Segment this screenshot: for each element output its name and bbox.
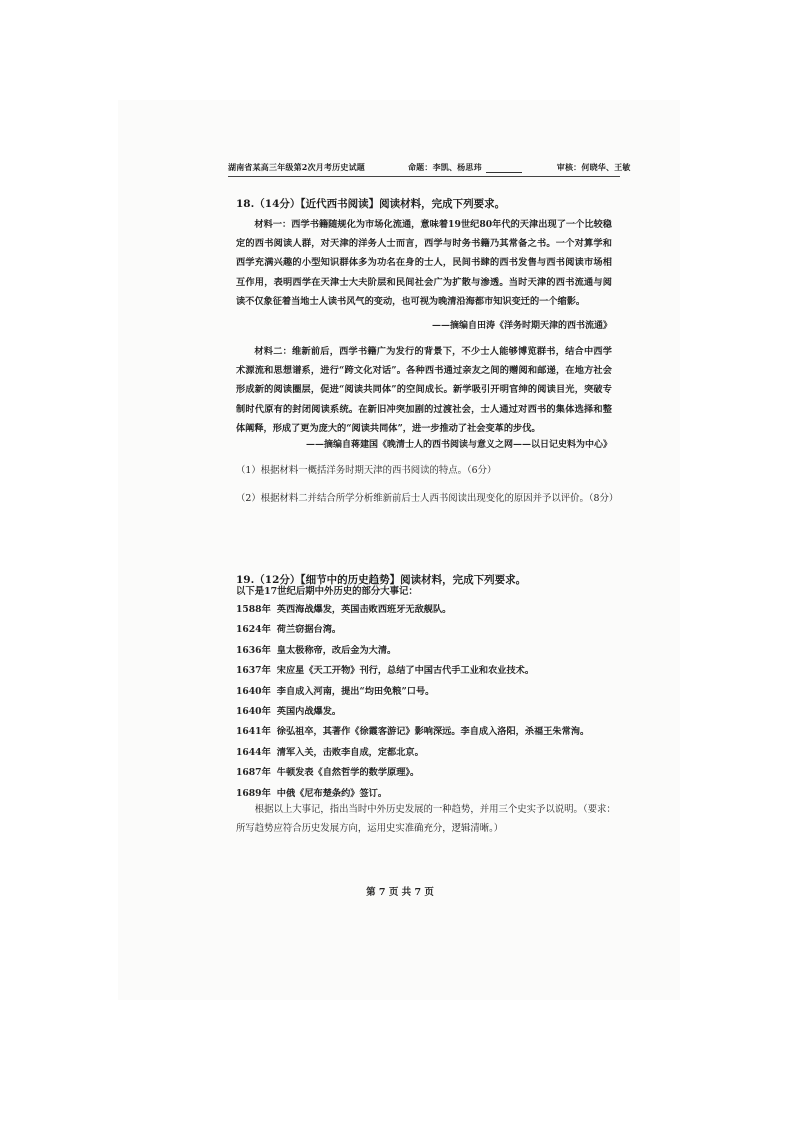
list-item: 1687年 牛顿发表《自然哲学的数学原理》。: [236, 767, 420, 779]
reviewer-block: [557, 162, 631, 173]
list-item: 1637年 宋应星《天工开物》刊行，总结了中国古代手工业和农业技术。: [236, 665, 535, 677]
q19-title: 19.（12分）【细节中的历史趋势】阅读材料，完成下列要求。: [236, 574, 527, 586]
list-item: 1689年 中俄《尼布楚条约》签订。: [236, 787, 388, 799]
q18-title: 18.（14分）【近代西书阅读】阅读材料，完成下列要求。: [236, 198, 506, 210]
q18-subquestion-2: （2）根据材料二并结合所学分析维新前后士人西书阅读出现变化的原因并予以评价。（8分）: [236, 493, 619, 504]
list-item: 1640年 英国内战爆发。: [236, 705, 342, 717]
list-item: 1624年 荷兰窃据台湾。: [236, 624, 342, 636]
author-names: 李凯、杨思玮: [432, 162, 482, 172]
list-item: 1640年 李自成入河南，提出“均田免粮”口号。: [236, 685, 435, 697]
q18-material-1: 材料一：西学书籍随规化为市场化流通，意味着19世纪80年代的天津出现了一个比较稳定的西书阅读人群，对天津的洋务人士而言，西学与时务书籍乃其常备之书。一个对算学和西学充满兴趣的小型知识群体多为功名在身的士人，民间书肆的西书发售与西书阅读市场相互作用，表明西学在天津士大夫阶层和民间社会广为扩散与渗透。当时天津的西书流通与阅读不仅象征着当地士人读书风气的变动，也可视为晚清沿海都市知识变迁的一个缩影。: [236, 219, 612, 307]
list-item: 1636年 皇太极称帝，改后金为大清。: [236, 644, 397, 656]
author-block: [408, 162, 526, 173]
list-item: 1644年 清军入关，击败李自成，定都北京。: [236, 746, 424, 758]
event-timeline: [236, 600, 589, 804]
q18-source-1: ——摘编自田涛《洋务时期天津的西书流通》: [431, 321, 612, 331]
q19-prompt: 根据以上大事记，指出当时中外历史发展的一种趋势，并用三个史实予以说明。（要求：所写趋势应符合历史发展方向，运用史实准确充分，逻辑清晰。）: [236, 804, 616, 834]
header-rule: [228, 176, 620, 177]
q19-intro: 以下是17世纪后期中外历史的部分大事记：: [236, 586, 418, 597]
author-label: 命题：: [407, 162, 433, 172]
page-header: [228, 162, 631, 173]
page-footer: 第 7 页 共 7 页: [366, 887, 434, 898]
list-item: 1641年 徐弘祖卒，其著作《徐霞客游记》影响深远。李自成入洛阳，杀福王朱常洵。: [236, 726, 590, 738]
list-item: 1588年 英西海战爆发，英国击败西班牙无敌舰队。: [236, 604, 452, 615]
reviewer-names: 何晓华、王敏: [581, 162, 631, 172]
exam-title: 湖南省某高三年级第2次月考历史试题: [228, 162, 365, 172]
reviewer-label: 审核：: [556, 162, 582, 172]
q18-material-2: 材料二：维新前后，西学书籍广为发行的背景下，不少士人能够博览群书，结合中西学术源流和思想谱系，进行“跨文化对话”。各种西书通过亲友之间的赠阅和邮递，在地方社会形成新的阅读圈层，促进“阅读共同体”的空间成长。新学吸引开明官绅的阅读目光，突破专制时代原有的封闭阅读系统。在新旧冲突加剧的过渡社会，士人通过对西书的集体选择和整体阐释，形成了更为庞大的“阅读共同体”，进一步推动了社会变革的步伐。: [236, 346, 612, 434]
q18-source-2: ——摘编自蒋建国《晚清士人的西书阅读与意义之网——以日记史料为中心》: [305, 440, 612, 450]
q18-subquestion-1: （1）根据材料一概括洋务时期天津的西书阅读的特点。（6分）: [236, 465, 497, 476]
header-underline: [486, 172, 522, 173]
